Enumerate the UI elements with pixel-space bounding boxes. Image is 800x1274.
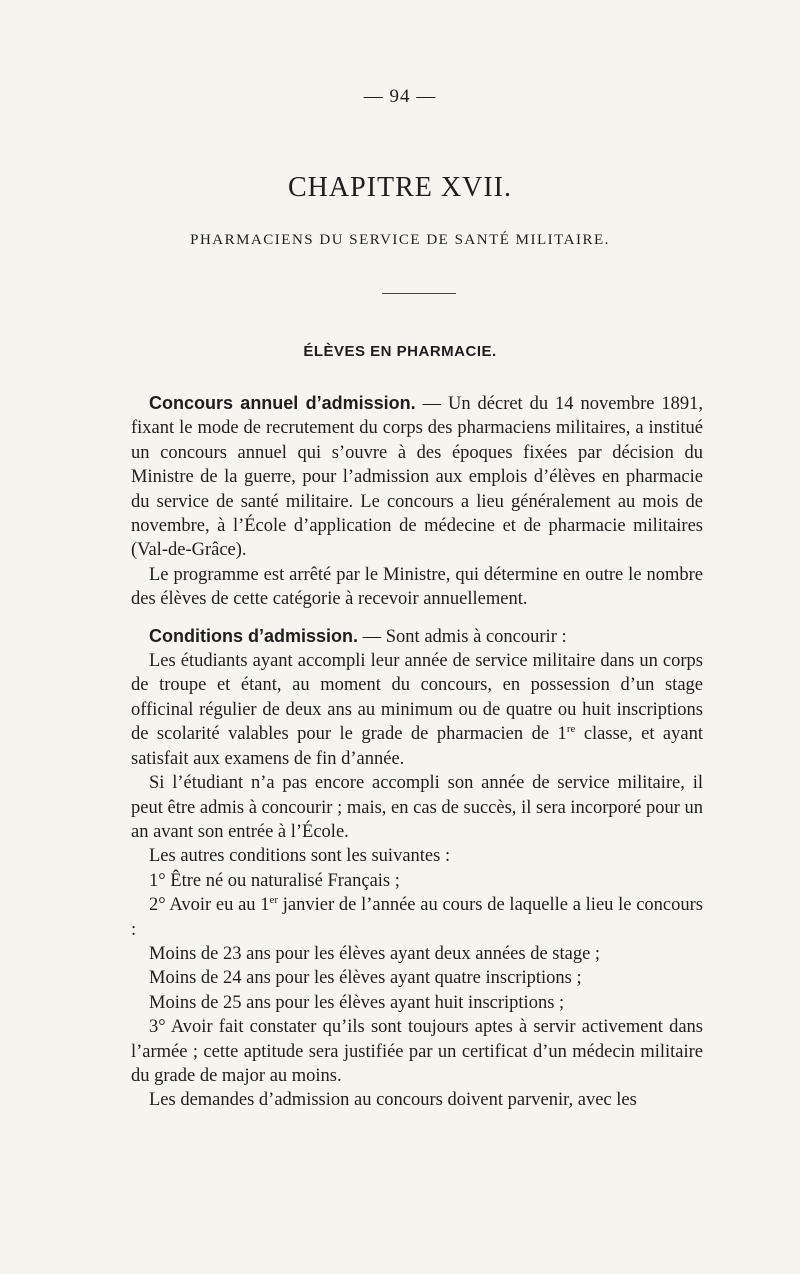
separator-rule	[382, 293, 456, 294]
paragraph-programme: Le programme est arrêté par le Ministre, qui détermine en outre le nombre des élèves de cette catégorie à recevoir annuellement.	[131, 564, 703, 610]
conditions-intro: — Sont admis à concourir :	[358, 626, 567, 647]
paragraph-conditions	[131, 624, 703, 649]
heading-concours: Concours annuel d’admission.	[149, 393, 416, 413]
chapter-subtitle: PHARMACIENS DU SERVICE DE SANTÉ MILITAIRE.	[190, 232, 610, 248]
paragraph-etudiants	[131, 649, 703, 771]
section-title: ÉLÈVES EN PHARMACIE.	[303, 343, 497, 360]
page-number: — 94 —	[363, 86, 437, 107]
body-text	[131, 391, 703, 1113]
paragraph-concours	[131, 391, 703, 563]
etudiants-text: Les étudiants ayant accompli leur année de service militaire dans un corps de troupe et étant, au moment du concours, en possession d’un stage officinal régulier de deux ans au minimum ou de quatre ou huit inscriptions de scolarité valables pour le grade de pharmacien de 1	[131, 651, 703, 745]
superscript-re: re	[566, 723, 576, 736]
age-limit-25: Moins de 25 ans pour les élèves ayant huit inscriptions ;	[149, 992, 565, 1013]
superscript-er: er	[269, 893, 279, 906]
heading-conditions: Conditions d’admission.	[149, 625, 359, 646]
condition-2-text: 2° Avoir eu au 1	[149, 895, 270, 916]
condition-2	[131, 893, 703, 942]
age-limit-23: Moins de 23 ans pour les élèves ayant deux années de stage ;	[149, 943, 601, 964]
concours-text: — Un décret du 14 novembre 1891, fixant le mode de recrutement du corps des pharmaciens militaires, a institué un concours annuel qui s’ouvre à des époques fixées par décision du Ministre de la guerre, pour l’admission aux emplois d’élèves en pharmacie du service de santé militaire. Le concours a lieu généralement au mois de novembre, à l’École d’application de médecine et de pharmacie militaires (Val-de-Grâce).	[131, 394, 703, 561]
condition-2-text-end: janvier de l’année au cours de laquelle a lieu le concours :	[131, 895, 703, 940]
chapter-title: CHAPITRE XVII.	[288, 172, 512, 203]
etudiants-text-end: classe, et ayant satisfait aux examens de fin d’année.	[131, 724, 703, 769]
paragraph-demandes: Les demandes d’admission au concours doivent parvenir, avec les	[149, 1090, 637, 1111]
age-limit-24: Moins de 24 ans pour les élèves ayant quatre inscriptions ;	[149, 968, 582, 989]
paragraph-service: Si l’étudiant n’a pas encore accompli son année de service militaire, il peut être admis à concourir ; mais, en cas de succès, il sera incorporé pour un an avant son entrée à l’École.	[131, 773, 703, 842]
paragraph-autres-conditions: Les autres conditions sont les suivantes :	[149, 846, 451, 867]
condition-1: 1° Être né ou naturalisé Français ;	[149, 870, 400, 891]
condition-3: 3° Avoir fait constater qu’ils sont toujours aptes à servir activement dans l’armée ; cette aptitude sera justifiée par un certificat d’un médecin militaire du grade de major au moins.	[131, 1017, 703, 1086]
